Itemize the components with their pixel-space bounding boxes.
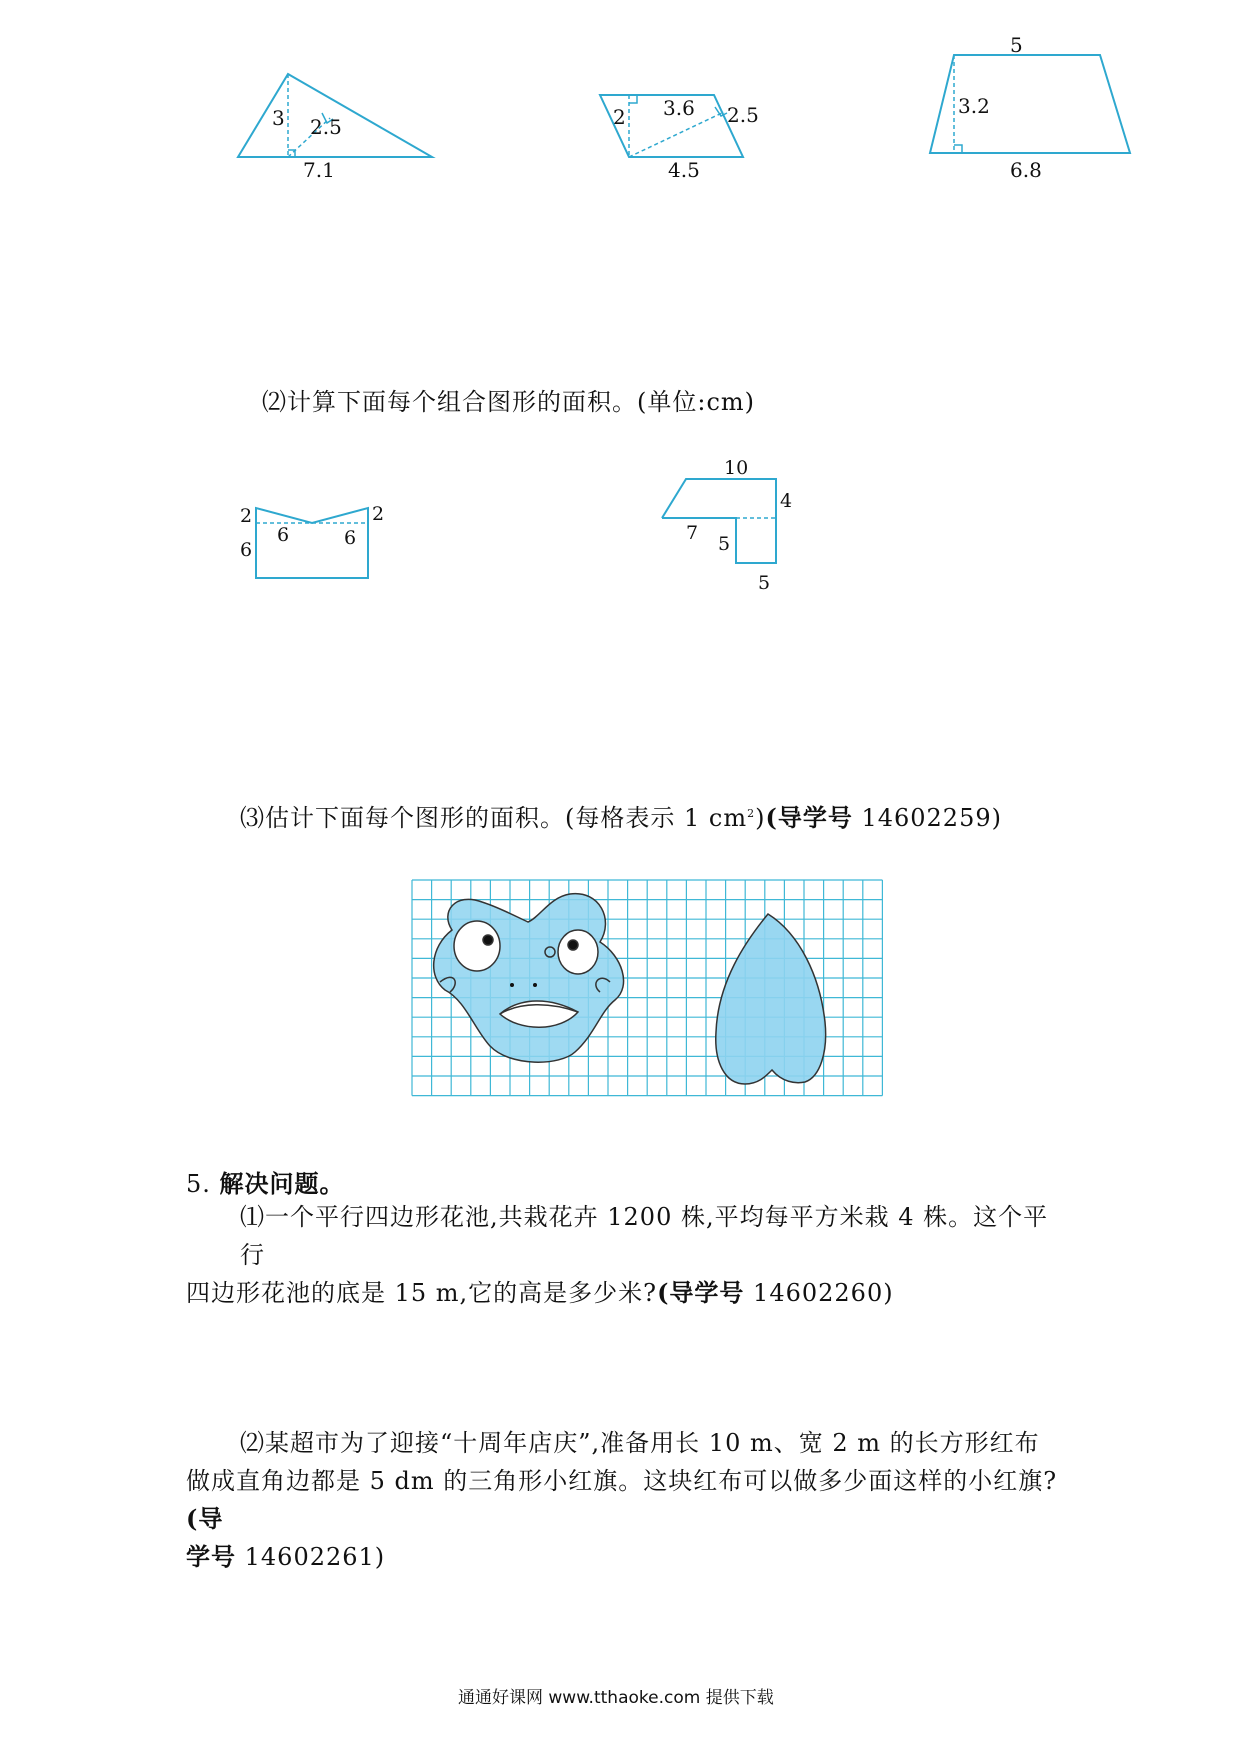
section-5-number: 5. — [186, 1170, 211, 1198]
parallelogram-height-label: 2 — [613, 105, 626, 129]
problem-2-guide-start: (导 — [186, 1504, 224, 1533]
top-figures — [0, 0, 1240, 200]
trapezoid-height-label: 3.2 — [958, 94, 990, 118]
triangle-height-label: 3 — [272, 106, 285, 130]
fig-b-inner-label: 5 — [718, 533, 731, 555]
q3-guide-number: 14602259) — [852, 804, 1002, 832]
footer-text: 通通好课网 www.tthaoke.com 提供下载 — [458, 1688, 774, 1708]
q3-paren-close: ) — [755, 804, 766, 832]
trapezoid-base-label: 6.8 — [1010, 158, 1042, 182]
parallelogram-side-height-label: 2.5 — [727, 103, 759, 127]
problem-2-guide-number: 14602261) — [236, 1543, 386, 1571]
trapezoid-top-label: 5 — [1010, 33, 1023, 57]
problem-1-line-1: ⑴一个平行四边形花池,共栽花卉 1200 株,平均每平方米栽 4 株。这个平行 — [240, 1203, 1049, 1269]
problem-1-line-2 — [186, 1274, 1066, 1312]
fig-b-top-label: 10 — [724, 457, 749, 479]
problem-2-line-2-text: 做成直角边都是 5 dm 的三角形小红旗。这块红布可以做多少面这样的小红旗? — [186, 1467, 1058, 1495]
q3-superscript: 2 — [747, 807, 756, 820]
triangle-base-label: 7.1 — [303, 158, 335, 182]
question-3-text — [240, 798, 1002, 833]
problem-1-guide-number: 14602260) — [744, 1279, 894, 1307]
fig-a-right-top-label: 2 — [372, 503, 385, 525]
q2-figures — [0, 450, 1240, 610]
fig-a-mid-right-label: 6 — [344, 527, 357, 549]
q3-prefix: ⑶估计下面每个图形的面积。(每格表示 1 cm — [240, 804, 748, 832]
problem-2-line-2 — [186, 1462, 1066, 1538]
q3-guide-label: (导学号 — [765, 803, 853, 832]
question-2-text: ⑵计算下面每个组合图形的面积。(单位:cm) — [262, 388, 756, 416]
problem-2 — [186, 1424, 1066, 1576]
drop-shape-figure — [716, 914, 826, 1084]
section-5-title: 解决问题。 — [219, 1169, 345, 1198]
parallelogram-base-label: 4.5 — [668, 158, 700, 182]
fig-b-left-label: 7 — [686, 522, 699, 544]
fig-a-left-bottom-label: 6 — [240, 539, 253, 561]
estimate-grid — [400, 872, 920, 1122]
problem-2-guide-label: 学号 — [186, 1542, 236, 1571]
section-5-heading — [186, 1164, 345, 1199]
fig-b-bottom-label: 5 — [758, 572, 771, 594]
fig-b-right-label: 4 — [780, 490, 793, 512]
problem-2-line-3 — [186, 1538, 1066, 1576]
parallelogram-top-label: 3.6 — [663, 96, 695, 120]
triangle-side-height-label: 2.5 — [310, 115, 342, 139]
fig-a-left-top-label: 2 — [240, 505, 253, 527]
fig-a-mid-left-label: 6 — [277, 524, 290, 546]
problem-2-line-1: ⑵某超市为了迎接“十周年店庆”,准备用长 10 m、宽 2 m 的长方形红布 — [240, 1429, 1040, 1457]
problem-1-line-2-text: 四边形花池的底是 15 m,它的高是多少米? — [186, 1279, 658, 1307]
problem-1-guide-label: (导学号 — [657, 1278, 745, 1307]
problem-1 — [186, 1198, 1066, 1312]
